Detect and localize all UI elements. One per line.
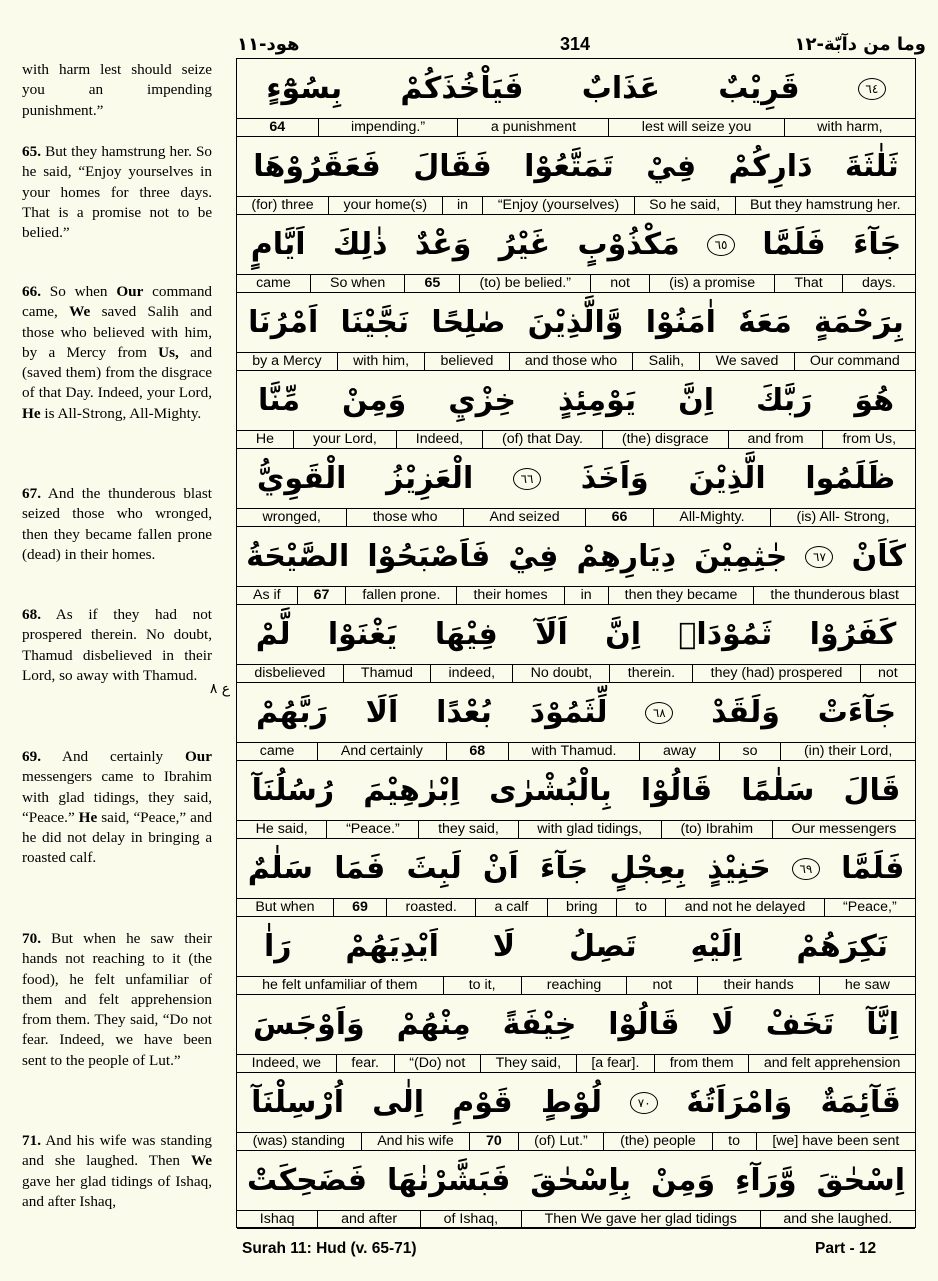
arabic-word: فَمَا: [334, 851, 386, 886]
verse-number: 70.: [22, 930, 41, 947]
arabic-word: وَعْدٌ: [414, 227, 472, 262]
interlinear-row: [237, 1073, 915, 1151]
arabic-word: قَرِيْبٌ: [718, 71, 800, 106]
translation-cell: “Peace.”: [326, 821, 418, 838]
arabic-word: ثَلٰثَةَ: [844, 149, 899, 184]
arabic-word: بِسُوْٓءٍ: [266, 71, 343, 106]
commentary-text: As if they had not prospered therein. No doubt, Thamud disbelieved in their Lord, so away with Thamud.: [22, 606, 213, 684]
arabic-word: اَلَا: [365, 695, 399, 730]
translation-cell: they said,: [418, 821, 517, 838]
arabic-line: [237, 293, 915, 352]
translation-cell: All-Mighty.: [653, 509, 770, 526]
arabic-word: سَلٰمًا: [741, 773, 815, 808]
interlinear-panel: [236, 58, 916, 1228]
arabic-word: فَبَشَّرْنٰهَا: [386, 1163, 511, 1198]
arabic-word: فِيْ: [646, 149, 697, 184]
translation-cell: We saved: [699, 353, 793, 370]
translation-cell: No doubt,: [512, 665, 609, 682]
commentary-text: And his wife was standing and she laughed. Then We gave her glad tidings of Ishaq, and after Ishaq,: [22, 1132, 213, 1210]
translation-cell: He: [255, 431, 275, 447]
arabic-word: رُسُلُنَآ: [251, 773, 335, 808]
arabic-word: خِيْفَةً: [502, 1007, 577, 1042]
translation-cell: Salih,: [632, 353, 699, 370]
translation-line: [237, 586, 915, 605]
translation-cell: (to) Ibrahim: [661, 821, 772, 838]
translation-cell: (of) that Day.: [482, 431, 602, 448]
arabic-word: قَالُوْا: [608, 1007, 680, 1042]
arabic-word: لَّمْ: [255, 617, 291, 652]
arabic-word: هُوَ: [854, 383, 895, 418]
translation-cell: (the) disgrace: [602, 431, 728, 448]
translation-cell: (was) standing: [252, 1133, 345, 1149]
translation-cell: 66: [585, 509, 653, 526]
commentary-verse: [22, 484, 212, 565]
arabic-word: اِنَّآ: [866, 1007, 900, 1042]
translation-line: [237, 976, 915, 995]
translation-cell: [a fear].: [576, 1055, 654, 1072]
interlinear-row: [237, 137, 915, 215]
commentary-text: with harm lest should seize you an impending punishment.”: [22, 61, 213, 119]
arabic-word: الْعَزِيْزُ: [386, 461, 474, 496]
translation-cell: a calf: [475, 899, 547, 916]
arabic-word: رَبَّهُمْ: [255, 695, 328, 730]
commentary-text: So when Our command came, We saved Salih and those who believed with him, by a Mercy from Us, and (saved them) from the disgrace of that Day. Indeed, your Lord, He is All-Strong, All-Mighty.: [22, 283, 213, 422]
translation-cell: And seized: [463, 509, 585, 526]
translation-cell: disbelieved: [254, 665, 326, 681]
translation-cell: and felt apprehension: [748, 1055, 915, 1072]
translation-line: [237, 274, 915, 293]
arabic-word: الْقَوِيُّ: [256, 461, 347, 496]
translation-cell: Our command: [794, 353, 915, 370]
arabic-word: وَمِنْ: [650, 1163, 716, 1198]
commentary-verse: [22, 747, 212, 869]
header-surah-name: هود-١١: [237, 34, 300, 55]
arabic-word: كَاَنْ: [851, 539, 906, 574]
arabic-word: تَصِلُ: [569, 929, 637, 964]
translation-cell: Ishaq: [259, 1211, 295, 1227]
translation-cell: 65: [404, 275, 459, 292]
translation-cell: he saw: [819, 977, 915, 994]
arabic-word: مِّنَّا: [258, 383, 301, 418]
translation-cell: then they became: [608, 587, 754, 604]
translation-cell: They said,: [480, 1055, 576, 1072]
translation-cell: days.: [842, 275, 915, 292]
arabic-line: [237, 995, 915, 1054]
translation-cell: roasted.: [386, 899, 475, 916]
arabic-word: اِنَّ: [605, 617, 642, 652]
arabic-word: اِبْرٰهِيْمَ: [363, 773, 460, 808]
translation-cell: to it,: [443, 977, 521, 994]
arabic-word: فَلَمَّا: [762, 227, 826, 262]
translation-cell: “(Do) not: [394, 1055, 480, 1072]
arabic-word: لَا: [711, 1007, 734, 1042]
translation-cell: the thunderous blast: [753, 587, 915, 604]
arabic-word: وَلَقَدْ: [711, 695, 780, 730]
arabic-word: قَالُوْا: [640, 773, 713, 808]
arabic-word: فِيْ: [508, 539, 559, 574]
translation-cell: 67: [297, 587, 346, 604]
ayah-marker: ٧٠: [630, 1092, 658, 1114]
translation-cell: a punishment: [457, 119, 608, 136]
translation-cell: from Us,: [822, 431, 915, 448]
arabic-word: وَّالَّذِيْنَ: [527, 305, 624, 340]
translation-cell: came: [256, 275, 291, 291]
translation-cell: He said,: [255, 821, 308, 837]
translation-cell: impending.”: [318, 119, 458, 136]
footer-part: Part - 12: [815, 1240, 877, 1257]
arabic-word: قَوْمِ: [452, 1085, 513, 1120]
arabic-word: دِيَارِهِمْ: [576, 539, 676, 574]
arabic-word: مِنْهُمْ: [396, 1007, 471, 1042]
translation-cell: came: [259, 743, 295, 759]
translation-cell: in: [564, 587, 608, 604]
translation-cell: Our messengers: [772, 821, 915, 838]
translation-cell: with Thamud.: [508, 743, 639, 760]
arabic-word: يَوْمِئِذٍ: [557, 383, 637, 418]
translation-cell: Indeed, we: [251, 1055, 322, 1071]
interlinear-row: [237, 839, 915, 917]
interlinear-row: [237, 527, 915, 605]
ayah-marker: ٦٩: [792, 858, 820, 880]
translation-cell: Thamud: [343, 665, 431, 682]
header-part-name: وما من دآبّة-١٢: [794, 34, 926, 55]
translation-line: [237, 898, 915, 917]
arabic-word: اَمْرُنَا: [248, 305, 319, 340]
translation-line: [237, 664, 915, 683]
arabic-word: اٰمَنُوْا: [645, 305, 716, 340]
ayah-marker: ٦٥: [707, 234, 735, 256]
arabic-word: وَمِنْ: [342, 383, 407, 418]
translation-cell: not: [860, 665, 915, 682]
arabic-word: اِلَيْهِ: [690, 929, 743, 964]
translation-line: [237, 508, 915, 527]
translation-line: [237, 1054, 915, 1073]
arabic-word: رَاٰ: [263, 929, 292, 964]
translation-cell: But they hamstrung her.: [735, 197, 915, 214]
arabic-word: ثَمُوْدَا۟: [678, 617, 773, 652]
commentary-text: But they hamstrung her. So he said, “Enjoy yourselves in your homes for three days. That is a promise not to be belied.”: [22, 143, 213, 242]
interlinear-row: [237, 59, 915, 137]
translation-cell: not: [626, 977, 697, 994]
translation-cell: (for) three: [251, 197, 314, 213]
arabic-word: لَا: [492, 929, 516, 964]
arabic-word: اَيْدِيَهُمْ: [345, 929, 439, 964]
ayah-marker: ٦٨: [645, 702, 673, 724]
arabic-word: وَّرَآءِ: [735, 1163, 797, 1198]
verse-number: 65.: [22, 143, 41, 160]
arabic-word: الَّذِيْنَ: [688, 461, 766, 496]
interlinear-row: [237, 605, 915, 683]
translation-cell: in: [442, 197, 483, 214]
translation-line: [237, 352, 915, 371]
translation-cell: (is) All- Strong,: [770, 509, 915, 526]
arabic-word: لَبِثَ: [406, 851, 462, 886]
arabic-word: تَمَتَّعُوْا: [524, 149, 614, 184]
verse-number: 66.: [22, 283, 41, 300]
arabic-line: [237, 449, 915, 508]
interlinear-row: [237, 215, 915, 293]
translation-cell: to: [616, 899, 665, 916]
translation-cell: reaching: [521, 977, 627, 994]
arabic-line: [237, 917, 915, 976]
arabic-word: بِرَحْمَةٍ: [814, 305, 904, 340]
arabic-word: الصَّيْحَةُ: [246, 539, 350, 574]
translation-cell: away: [639, 743, 719, 760]
commentary-verse: [22, 282, 212, 424]
translation-cell: your home(s): [328, 197, 441, 214]
translation-cell: with harm,: [784, 119, 915, 136]
translation-line: [237, 742, 915, 761]
commentary-text: But when he saw their hands not reaching to it (the food), he felt unfamiliar of them and felt apprehension from them. They said, “Do not fear. Indeed, we have been sent to the people of Lut.”: [22, 930, 213, 1069]
arabic-word: فَيَاْخُذَكُمْ: [400, 71, 524, 106]
translation-line: [237, 430, 915, 449]
arabic-word: اَلَآ: [535, 617, 568, 652]
arabic-word: سَلٰمٌ: [247, 851, 313, 886]
arabic-word: وَاَخَذَ: [580, 461, 649, 496]
translation-cell: (to) be belied.”: [459, 275, 590, 292]
translation-cell: with him,: [337, 353, 424, 370]
translation-cell: and not he delayed: [665, 899, 823, 916]
arabic-line: [237, 761, 915, 820]
interlinear-row: [237, 371, 915, 449]
arabic-word: اُرْسِلْنَآ: [251, 1085, 344, 1120]
arabic-word: نَكِرَهُمْ: [796, 929, 889, 964]
translation-cell: therein.: [609, 665, 692, 682]
translation-cell: from them: [654, 1055, 748, 1072]
arabic-word: ذٰلِكَ: [332, 227, 388, 262]
translation-cell: of Ishaq,: [420, 1211, 521, 1228]
arabic-line: [237, 605, 915, 664]
translation-cell: fallen prone.: [345, 587, 456, 604]
translation-cell: lest will seize you: [608, 119, 783, 136]
arabic-word: مَكْذُوْبٍ: [577, 227, 680, 262]
arabic-word: جَآءَ: [853, 227, 902, 262]
translation-cell: indeed,: [430, 665, 512, 682]
translation-cell: That: [774, 275, 842, 292]
translation-cell: and from: [728, 431, 823, 448]
arabic-word: وَاَوْجَسَ: [253, 1007, 365, 1042]
arabic-word: جٰثِمِيْنَ: [694, 539, 788, 574]
translation-cell: and those who: [509, 353, 633, 370]
arabic-word: رَبَّكَ: [755, 383, 813, 418]
interlinear-row: [237, 1151, 915, 1229]
verse-number: 68.: [22, 606, 41, 623]
ayah-marker: ٦٧: [805, 546, 833, 568]
arabic-word: حَنِيْذٍ: [707, 851, 771, 886]
commentary-verse: [22, 929, 212, 1071]
arabic-word: مَعَهٗ: [738, 305, 792, 340]
arabic-word: فَاَصْبَحُوْا: [367, 539, 491, 574]
translation-cell: (is) a promise: [649, 275, 774, 292]
ayah-marker: ٦٤: [858, 78, 886, 100]
translation-cell: they (had) prospered: [692, 665, 859, 682]
translation-cell: Then We gave her glad tidings: [521, 1211, 760, 1228]
translation-line: [237, 118, 915, 137]
translation-cell: your Lord,: [293, 431, 396, 448]
arabic-word: ظَلَمُوا: [805, 461, 896, 496]
arabic-word: فِيْهَا: [434, 617, 498, 652]
arabic-word: بِالْبُشْرٰى: [489, 773, 612, 808]
arabic-word: اَيَّامٍ: [250, 227, 306, 262]
arabic-word: خِزْيِ: [448, 383, 516, 418]
translation-cell: 68: [446, 743, 508, 760]
ayah-marker: ٦٦: [513, 468, 541, 490]
arabic-word: فَضَحِكَتْ: [246, 1163, 367, 1198]
translation-cell: not: [590, 275, 649, 292]
arabic-line: [237, 1073, 915, 1132]
arabic-line: [237, 683, 915, 742]
arabic-line: [237, 839, 915, 898]
arabic-word: قَآئِمَةٌ: [820, 1085, 901, 1120]
translation-cell: 70: [469, 1133, 517, 1150]
arabic-word: بُعْدًا: [436, 695, 492, 730]
arabic-word: تَخَفْ: [765, 1007, 835, 1042]
interlinear-row: [237, 449, 915, 527]
commentary-verse: [22, 605, 212, 686]
translation-cell: As if: [252, 587, 281, 603]
commentary-text: And the thunderous blast seized those who wronged, then they became fallen prone (dead) in their homes.: [22, 485, 213, 563]
ruku-mark: ع ٨: [209, 681, 231, 697]
arabic-word: بِعِجْلٍ: [609, 851, 687, 886]
translation-cell: 69: [333, 899, 386, 916]
translation-cell: believed: [424, 353, 508, 370]
translation-cell: with glad tidings,: [518, 821, 661, 838]
interlinear-row: [237, 293, 915, 371]
translation-cell: “Peace,”: [824, 899, 915, 916]
arabic-line: [237, 215, 915, 274]
translation-cell: those who: [346, 509, 463, 526]
arabic-word: اِلٰى: [372, 1085, 425, 1120]
interlinear-row: [237, 683, 915, 761]
arabic-word: فَقَالَ: [413, 149, 492, 184]
arabic-word: جَآءَتْ: [817, 695, 897, 730]
interlinear-row: [237, 995, 915, 1073]
translation-cell: wronged,: [262, 509, 321, 525]
arabic-word: يَغْنَوْا: [327, 617, 398, 652]
arabic-word: بِاِسْحٰقَ: [530, 1163, 631, 1198]
translation-cell: their homes: [456, 587, 563, 604]
verse-number: 67.: [22, 485, 41, 502]
translation-cell: And his wife: [361, 1133, 470, 1150]
translation-cell: [we] have been sent: [756, 1133, 915, 1150]
arabic-line: [237, 527, 915, 586]
arabic-word: لِّثَمُوْدَ: [529, 695, 608, 730]
verse-number: 71.: [22, 1132, 41, 1149]
commentary-verse: [22, 60, 212, 121]
translation-cell: and she laughed.: [760, 1211, 915, 1228]
translation-cell: Indeed,: [396, 431, 482, 448]
arabic-word: دَارِكُمْ: [728, 149, 813, 184]
footer-surah: Surah 11: Hud (v. 65-71): [242, 1240, 417, 1257]
translation-cell: (the) people: [603, 1133, 711, 1150]
translation-line: [237, 820, 915, 839]
arabic-line: [237, 137, 915, 196]
arabic-word: صٰلِحًا: [431, 305, 506, 340]
translation-cell: (in) their Lord,: [780, 743, 915, 760]
arabic-word: عَذَابٌ: [581, 71, 661, 106]
translation-cell: So when: [310, 275, 404, 292]
interlinear-row: [237, 761, 915, 839]
translation-cell: to: [712, 1133, 756, 1150]
arabic-word: قَالَ: [843, 773, 901, 808]
translation-cell: by a Mercy: [252, 353, 322, 369]
arabic-word: اِنَّ: [678, 383, 715, 418]
commentary-verse: [22, 1131, 212, 1212]
arabic-line: [237, 1151, 915, 1210]
translation-line: [237, 1132, 915, 1151]
arabic-word: فَعَقَرُوْهَا: [253, 149, 381, 184]
commentary-verse: [22, 142, 212, 243]
arabic-line: [237, 59, 915, 118]
arabic-word: كَفَرُوْا: [809, 617, 897, 652]
translation-cell: So he said,: [634, 197, 735, 214]
translation-cell: (of) Lut.”: [518, 1133, 604, 1150]
commentary-text: And certainly Our messengers came to Ibrahim with glad tidings, they said, “Peace.” He said, “Peace,” and he did not delay in bringing a roasted calf.: [22, 748, 213, 867]
arabic-word: نَجَّيْنَا: [340, 305, 410, 340]
arabic-word: وَامْرَاَتُهٗ: [686, 1085, 793, 1120]
arabic-word: لُوْطٍ: [540, 1085, 603, 1120]
translation-cell: But when: [255, 899, 315, 915]
arabic-word: اِسْحٰقَ: [816, 1163, 906, 1198]
arabic-word: جَآءَ: [540, 851, 589, 886]
translation-cell: 64: [269, 119, 286, 135]
verse-number: 69.: [22, 748, 41, 765]
translation-line: [237, 1210, 915, 1229]
translation-cell: he felt unfamiliar of them: [262, 977, 418, 993]
arabic-word: اَنْ: [482, 851, 519, 886]
translation-cell: fear.: [336, 1055, 394, 1072]
translation-cell: bring: [547, 899, 616, 916]
translation-cell: their hands: [697, 977, 818, 994]
arabic-word: فَلَمَّا: [841, 851, 905, 886]
interlinear-row: [237, 917, 915, 995]
translation-cell: and after: [317, 1211, 420, 1228]
translation-cell: And certainly: [317, 743, 445, 760]
page-number: 314: [560, 34, 591, 54]
translation-cell: “Enjoy (yourselves): [482, 197, 633, 214]
translation-cell: so: [719, 743, 780, 760]
translation-line: [237, 196, 915, 215]
arabic-word: غَيْرُ: [498, 227, 551, 262]
arabic-line: [237, 371, 915, 430]
